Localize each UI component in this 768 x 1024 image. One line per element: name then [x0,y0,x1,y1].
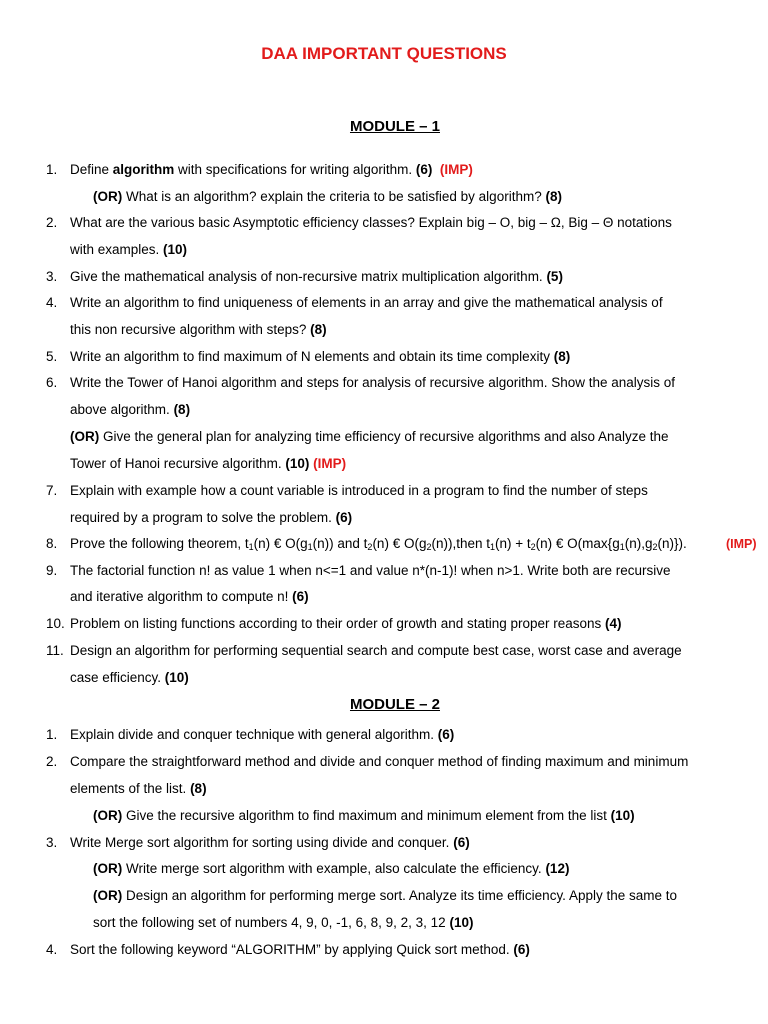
imp-tag: (IMP) [726,537,757,551]
marks: (6) [292,589,309,604]
text-segment: this non recursive algorithm with steps? [70,322,311,337]
module-2-heading: MODULE – 2 [349,696,440,713]
or-text [93,913,473,933]
marks: (8) [545,189,562,204]
or-label: (OR) [93,808,123,823]
question-number: 7. [46,483,58,498]
question-text: The factorial function n! as value 1 when n<=1 and value n*(n-1)! when n>1. Write both are recursive [70,563,671,578]
text-segment: (n) + t [495,536,531,551]
text-segment: above algorithm. [70,402,174,417]
text-segment: (n),g [624,536,653,551]
question-number: 9. [46,563,58,578]
question-text [70,160,473,180]
m1-question-2-cont [0,240,768,260]
m1-question-2 [0,213,768,233]
text-segment: (n)),then t [431,536,490,551]
text-segment: elements of the list. [70,781,191,796]
or-text [93,187,562,207]
m1-question-9-cont [0,587,768,607]
question-text: Design an algorithm for performing sequential search and compute best case, worst case and average [70,643,682,658]
text-segment: Problem on listing functions according to their order of growth and stating proper reasons [70,616,606,631]
question-text: Write an algorithm to find uniqueness of elements in an array and give the mathematical analysis of [70,295,663,310]
text-segment: case efficiency. [70,670,165,685]
subscript: 1 [307,542,313,552]
m1-question-6-cont [0,400,768,420]
or-label: (OR) [93,189,123,204]
or-text [70,427,669,447]
document-title: DAA IMPORTANT QUESTIONS [261,44,507,63]
text-segment: Write an algorithm to find maximum of N elements and obtain its time complexity [70,349,554,364]
question-number: 6. [46,375,58,390]
text-segment: Tower of Hanoi recursive algorithm. [70,456,286,471]
m2-question-3 [0,833,768,853]
question-text [70,833,470,853]
question-number: 4. [46,295,58,310]
text-segment: (n) € O(max{g [535,536,620,551]
subscript: 2 [426,542,432,552]
m1-question-3 [0,267,768,287]
m1-question-1 [0,160,768,180]
question-number: 3. [46,269,58,284]
question-number: 2. [46,754,58,769]
marks: (10) [163,242,188,257]
question-number: 10. [46,616,65,631]
question-text [70,267,563,287]
m1-question-9 [0,561,768,581]
subscript: 1 [490,542,496,552]
m2-q3-or-1 [0,859,768,879]
text-segment: (n)) and t [312,536,368,551]
text-segment: Define [70,162,113,177]
question-text: Write the Tower of Hanoi algorithm and steps for analysis of recursive algorithm. Show the analysis of [70,375,676,390]
question-text [70,614,622,634]
marks: (10) [285,456,310,471]
question-text: What are the various basic Asymptotic efficiency classes? Explain big – O, big – Ω, Big – Θ notations [70,215,672,230]
m1-question-10 [0,614,768,634]
marks: (10) [164,670,189,685]
marks: (8) [553,349,571,364]
question-text [70,240,187,260]
question-text [70,400,190,420]
m1-q6-or [0,427,768,447]
text-segment: Write merge sort algorithm with example, also calculate the efficiency. [122,861,546,876]
or-label: (OR) [93,888,123,903]
m1-q1-or [0,187,768,207]
question-text [70,347,570,367]
module-1-heading: MODULE – 1 [349,118,440,135]
text-segment: (n) € O(g [372,536,427,551]
text-segment: Give the recursive algorithm to find maximum and minimum element from the list [122,808,611,823]
marks: (8) [190,781,207,796]
text-segment: with examples. [70,242,164,257]
question-number: 3. [46,835,58,850]
question-number: 2. [46,215,58,230]
text-segment: Write Merge sort algorithm for sorting using divide and conquer. [70,835,454,850]
or-label: (OR) [93,861,123,876]
m2-question-4 [0,940,768,960]
question-number: 4. [46,942,58,957]
text-segment: (n)}). [657,536,687,551]
or-text [93,886,677,906]
or-text [93,859,569,879]
subscript: 2 [367,542,373,552]
m1-question-8 [0,534,768,554]
question-number: 5. [46,349,58,364]
bold-keyword: algorithm [112,162,175,177]
question-text [70,940,530,960]
m2-question-2 [0,752,768,772]
imp-tag: (IMP) [313,456,347,471]
question-text [70,508,352,528]
text-segment: sort the following set of numbers 4, 9, 0, -1, 6, 8, 9, 2, 3, 12 [93,915,450,930]
text-segment: required by a program to solve the problem. [70,510,336,525]
text-segment: Give the mathematical analysis of non-recursive matrix multiplication algorithm. [70,269,547,284]
question-text: Explain with example how a count variable is introduced in a program to find the number of steps [70,483,648,498]
or-text [70,454,346,474]
question-text [70,668,189,688]
imp-tag: (IMP) [439,162,473,177]
m1-question-4-cont [0,320,768,340]
m2-question-1 [0,725,768,745]
m1-question-5 [0,347,768,367]
marks: (6) [513,942,530,957]
m2-q3-or-2 [0,886,768,906]
question-text: Compare the straightforward method and divide and conquer method of finding maximum and minimum [70,754,689,769]
m1-question-7-cont [0,508,768,528]
m2-q2-or [0,806,768,826]
m1-question-7 [0,481,768,501]
m2-q3-or-2-cont [0,913,768,933]
subscript: 2 [530,542,536,552]
or-text [93,806,635,826]
question-text [70,534,687,554]
m1-question-11-cont [0,668,768,688]
text-segment: Design an algorithm for performing merge sort. Analyze its time efficiency. Apply the same to [122,888,678,903]
marks: (8) [173,402,191,417]
m1-question-6 [0,373,768,393]
marks: (6) [453,835,470,850]
m1-q6-or-cont [0,454,768,474]
subscript: 1 [619,542,625,552]
text-segment: (n) € O(g [253,536,308,551]
text-segment: with specifications for writing algorithm. [174,162,416,177]
marks: (6) [437,727,455,742]
text-segment: Give the general plan for analyzing time efficiency of recursive algorithms and also Analyze the [99,429,669,444]
m1-question-4 [0,293,768,313]
marks: (12) [545,861,570,876]
question-text [70,320,327,340]
question-text [70,587,309,607]
marks: (6) [415,162,433,177]
text-segment: What is an algorithm? explain the criteria to be satisfied by algorithm? [122,189,546,204]
or-label: (OR) [70,429,100,444]
m1-question-11 [0,641,768,661]
question-text [70,779,207,799]
marks: (6) [335,510,353,525]
text-segment: Explain divide and conquer technique with general algorithm. [70,727,438,742]
question-text [70,725,454,745]
marks: (5) [546,269,563,284]
question-number: 1. [46,727,58,742]
marks: (10) [610,808,635,823]
m2-question-2-cont [0,779,768,799]
text-segment: Sort the following keyword “ALGORITHM” by applying Quick sort method. [70,942,514,957]
question-number: 8. [46,536,58,551]
text-segment: and iterative algorithm to compute n! [70,589,293,604]
marks: (8) [310,322,327,337]
subscript: 2 [652,542,658,552]
question-number: 1. [46,162,58,177]
marks: (4) [605,616,622,631]
question-number: 11. [46,643,64,658]
marks: (10) [449,915,474,930]
subscript: 1 [248,542,254,552]
text-segment: Prove the following theorem, t [70,536,249,551]
